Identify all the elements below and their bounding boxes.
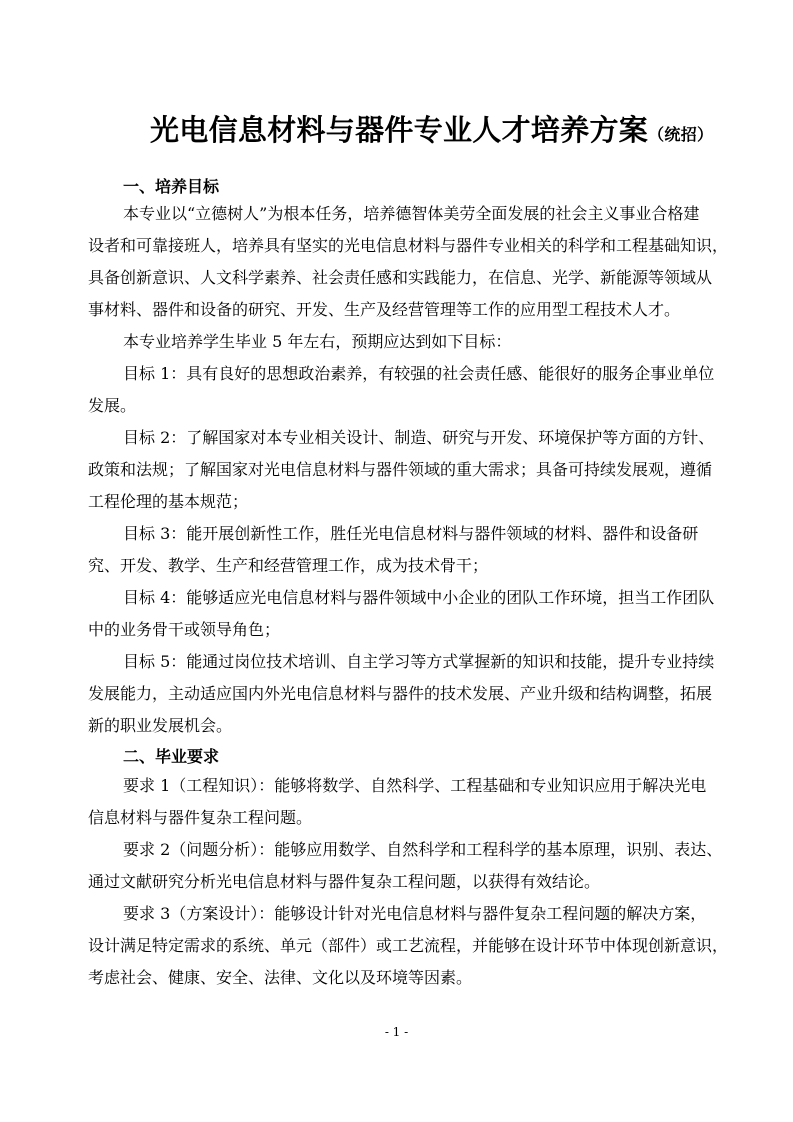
title-main: 光电信息材料与器件专业人才培养方案	[150, 113, 649, 147]
goal-1-line: 发展。	[88, 396, 137, 415]
requirement-2-line: 通过文献研究分析光电信息材料与器件复杂工程问题，以获得有效结论。	[88, 872, 601, 891]
goal-2-line: 政策和法规；了解国家对光电信息材料与器件领域的重大需求；具备可持续发展观，遵循	[88, 460, 713, 479]
section-heading-goals: 一、培养目标	[123, 177, 220, 196]
goal-5-line: 发展能力，主动适应国内外光电信息材料与器件的技术发展、产业升级和结构调整，拓展	[88, 684, 713, 703]
requirement-2-line: 要求 2（问题分析）：能够应用数学、自然科学和工程科学的基本原理，识别、表达、	[123, 840, 723, 859]
goal-3-line: 目标 3：能开展创新性工作，胜任光电信息材料与器件领域的材料、器件和设备研	[123, 524, 699, 543]
requirement-3-line: 要求 3（方案设计）：能够设计针对光电信息材料与器件复杂工程问题的解决方案，	[123, 904, 707, 923]
paragraph-line: 事材料、器件和设备的研究、开发、生产及经营管理等工作的应用型工程技术人才。	[88, 300, 681, 319]
requirement-3-line: 考虑社会、健康、安全、法律、文化以及环境等因素。	[88, 968, 473, 987]
paragraph-line: 本专业培养学生毕业 5 年左右，预期应达到如下目标：	[123, 332, 512, 351]
goal-3-line: 究、开发、教学、生产和经营管理工作，成为技术骨干；	[88, 556, 489, 575]
goal-5-line: 目标 5：能通过岗位技术培训、自主学习等方式掌握新的知识和技能，提升专业持续	[123, 652, 715, 671]
goal-4-line: 目标 4：能够适应光电信息材料与器件领域中小企业的团队工作环境，担当工作团队	[123, 588, 715, 607]
goal-5-line: 新的职业发展机会。	[88, 716, 233, 735]
paragraph-line: 本专业以“立德树人”为根本任务，培养德智体美劳全面发展的社会主义事业合格建	[123, 204, 700, 223]
title-suffix: （统招）	[648, 125, 714, 144]
paragraph-line: 设者和可靠接班人，培养具有坚实的光电信息材料与器件专业相关的科学和工程基础知识，	[88, 236, 729, 255]
goal-4-line: 中的业务骨干或领导角色；	[88, 620, 281, 639]
goal-2-line: 工程伦理的基本规范；	[88, 492, 249, 511]
page-title	[150, 108, 713, 149]
section-heading-requirements: 二、毕业要求	[123, 747, 220, 766]
requirement-3-line: 设计满足特定需求的系统、单元（部件）或工艺流程，并能够在设计环节中体现创新意识，	[88, 936, 729, 955]
requirement-1-line: 信息材料与器件复杂工程问题。	[88, 808, 313, 827]
goal-1-line: 目标 1：具有良好的思想政治素养，有较强的社会责任感、能很好的服务企事业单位	[123, 364, 715, 383]
requirement-1-line: 要求 1（工程知识）：能够将数学、自然科学、工程基础和专业知识应用于解决光电	[123, 776, 707, 795]
goal-2-line: 目标 2：了解国家对本专业相关设计、制造、研究与开发、环境保护等方面的方针、	[123, 428, 715, 447]
page-number: - 1 -	[384, 1025, 409, 1039]
paragraph-line: 具备创新意识、人文科学素养、社会责任感和实践能力，在信息、光学、新能源等领域从	[88, 268, 713, 287]
